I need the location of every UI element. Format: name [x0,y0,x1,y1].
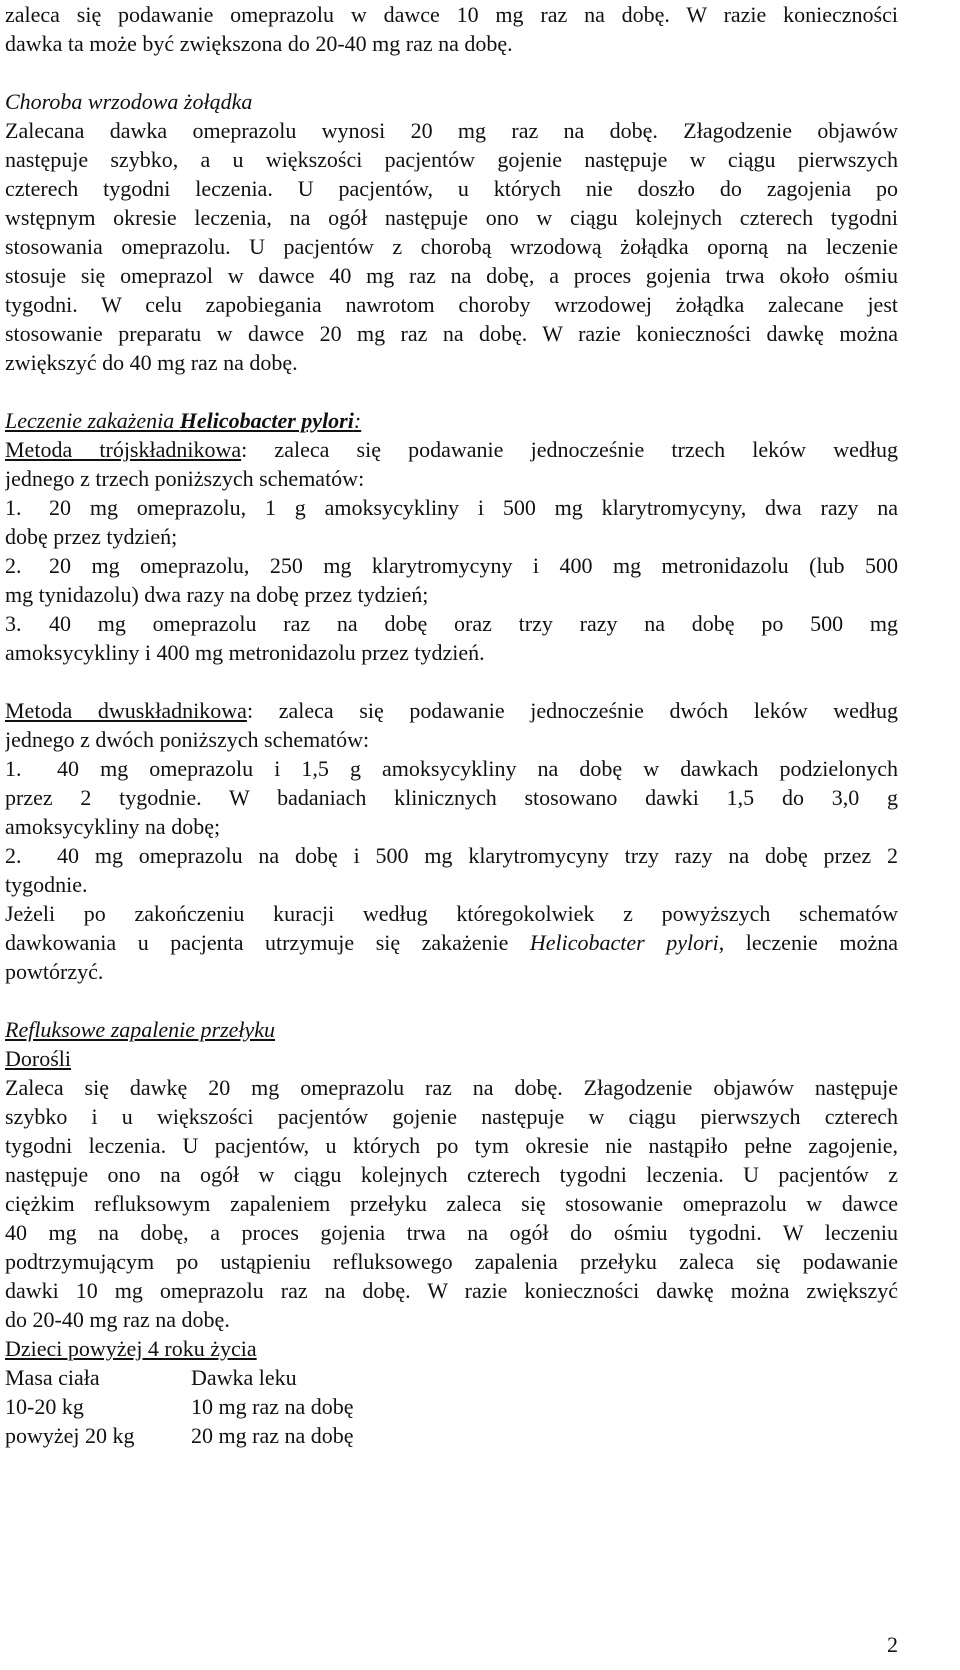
text-fragment: , leczenie można [718,930,898,955]
text-line [5,928,898,957]
table-cell: powyżej 20 kg [5,1423,135,1448]
text-line: do 20-40 mg raz na dobę. [5,1307,230,1332]
list-text: 40 mg omeprazolu na dobę i 500 mg klarytromycyny trzy razy na dobę przez 2 [57,843,898,868]
table-header-row [5,1363,354,1392]
text-line: zwiększyć do 40 mg raz na dobę. [5,350,298,375]
table-header: Dawka leku [191,1365,297,1390]
list-item-line [5,841,898,870]
list-item [5,841,898,899]
table-header: Masa ciała [5,1365,100,1390]
triple-method-intro-rest: : zaleca się podawanie jednocześnie trzech leków według [241,437,898,462]
section-gastric-ulcer [5,87,898,377]
table-cell: 10-20 kg [5,1394,84,1419]
subsection-label [5,1044,898,1073]
bacterium-name: Helicobacter pylori [529,930,719,955]
list-item [5,551,898,609]
dual-method-intro [5,696,898,725]
document-page [5,0,898,1450]
text-line: jednego z trzech poniższych schematów: [5,466,365,491]
text-line: ciężkim refluksowym zapaleniem przełyku zaleca się stosowanie omeprazolu w dawce [5,1191,898,1216]
subsection-label [5,1334,898,1363]
list-item-line: mg tynidazolu) dwa razy na dobę przez tydzień; [5,582,429,607]
text-line: podtrzymującym po ustąpieniu refluksowego zapalenia przełyku zaleca się podawanie [5,1249,898,1274]
list-item-line [5,493,898,522]
dual-method-intro-rest: : zaleca się podawanie jednocześnie dwóch leków według [246,698,898,723]
text-line: stosowanie preparatu w dawce 20 mg raz na dobę. W razie konieczności dawkę można [5,321,898,346]
section-reflux [5,1015,898,1450]
text-line: szybko i u większości pacjentów gojenie następuje w ciągu pierwszych czterech [5,1104,898,1129]
list-number: 1. [5,756,22,781]
heading-bacterium: Helicobacter pylori [179,408,354,433]
repeat-treatment-paragraph [5,899,898,986]
text-line: powtórzyć. [5,959,104,984]
text-line: 40 mg na dobę, a proces gojenia trwa na ogół do ośmiu tygodni. W leczeniu [5,1220,898,1245]
text-line: jednego z dwóch poniższych schematów: [5,727,370,752]
list-item [5,609,898,667]
intro-paragraph [5,0,898,58]
list-item [5,493,898,551]
list-number: 3. [5,611,22,636]
text-line: dawka ta może być zwiększona do 20-40 mg raz na dobę. [5,31,513,56]
text-line: zaleca się podawanie omeprazolu w dawce 10 mg raz na dobę. W razie konieczności [5,2,898,27]
list-text: 40 mg omeprazolu raz na dobę oraz trzy razy na dobę po 500 mg [49,611,898,636]
list-item [5,754,898,841]
table-row [5,1392,354,1421]
list-item-line: przez 2 tygodnie. W badaniach klinicznych stosowano dawki 1,5 do 3,0 g [5,785,898,810]
text-line: tygodni. W celu zapobiegania nawrotom choroby wrzodowej żołądka zalecane jest [5,292,898,317]
triple-method-label: Metoda trójskładnikowa [5,437,242,462]
dual-method-label: Metoda dwuskładnikowa [5,698,247,723]
list-text: 20 mg omeprazolu, 250 mg klarytromycyny i 400 mg metronidazolu (lub 500 [49,553,898,578]
list-item-line: amoksycykliny i 400 mg metronidazolu przez tydzień. [5,640,485,665]
list-item-line: amoksycykliny na dobę; [5,814,221,839]
text-line: stosuje się omeprazol w dawce 40 mg raz na dobę, a proces gojenia trwa około ośmiu [5,263,898,288]
text-fragment: dawkowania u pacjenta utrzymuje się zakażenie [5,930,530,955]
text-line: dawki 10 mg omeprazolu raz na dobę. W razie konieczności dawkę można zwiększyć [5,1278,898,1303]
list-item-line: tygodnie. [5,872,88,897]
list-item-line [5,754,898,783]
text-line: Zaleca się dawkę 20 mg omeprazolu raz na dobę. Złagodzenie objawów następuje [5,1075,898,1100]
table-row [5,1421,354,1450]
section-heading-text: Refluksowe zapalenie przełyku [5,1017,276,1042]
list-number: 2. [5,843,22,868]
text-line: stosowania omeprazolu. U pacjentów z chorobą wrzodową żołądka oporną na leczenie [5,234,898,259]
list-item-line [5,551,898,580]
text-line: czterech tygodni leczenia. U pacjentów, u których nie doszło do zagojenia po [5,176,898,201]
adults-label: Dorośli [5,1046,71,1071]
dose-table [5,1363,354,1450]
list-text: 40 mg omeprazolu i 1,5 g amoksycykliny na dobę w dawkach podzielonych [57,756,898,781]
text-line: następuje ono na ogół w ciągu kolejnych czterech tygodni leczenia. U pacjentów z [5,1162,898,1187]
list-item-line [5,609,898,638]
section-helicobacter [5,406,898,986]
page-number: 2 [887,1632,898,1657]
list-number: 1. [5,495,22,520]
section-heading [5,1015,898,1044]
section-heading: Choroba wrzodowa żołądka [5,89,253,114]
list-item-line: dobę przez tydzień; [5,524,178,549]
triple-method-intro [5,435,898,464]
text-line: wstępnym okresie leczenia, na ogół następuje ono w ciągu kolejnych czterech tygodni [5,205,898,230]
list-number: 2. [5,553,22,578]
children-label: Dzieci powyżej 4 roku życia [5,1336,257,1361]
table-cell: 20 mg raz na dobę [191,1423,354,1448]
heading-suffix: : [353,408,362,433]
text-line: następuje szybko, a u większości pacjentów gojenie następuje w ciągu pierwszych [5,147,898,172]
heading-prefix: Leczenie zakażenia [5,408,180,433]
text-line: Jeżeli po zakończeniu kuracji według któregokolwiek z powyższych schematów [5,901,898,926]
text-line: tygodni leczenia. U pacjentów, u których po tym okresie nie nastąpiło pełne zagojenie, [5,1133,898,1158]
text-line: Zalecana dawka omeprazolu wynosi 20 mg raz na dobę. Złagodzenie objawów [5,118,898,143]
table-cell: 10 mg raz na dobę [191,1394,354,1419]
list-text: 20 mg omeprazolu, 1 g amoksycykliny i 500 mg klarytromycyny, dwa razy na [49,495,898,520]
section-heading [5,406,898,435]
